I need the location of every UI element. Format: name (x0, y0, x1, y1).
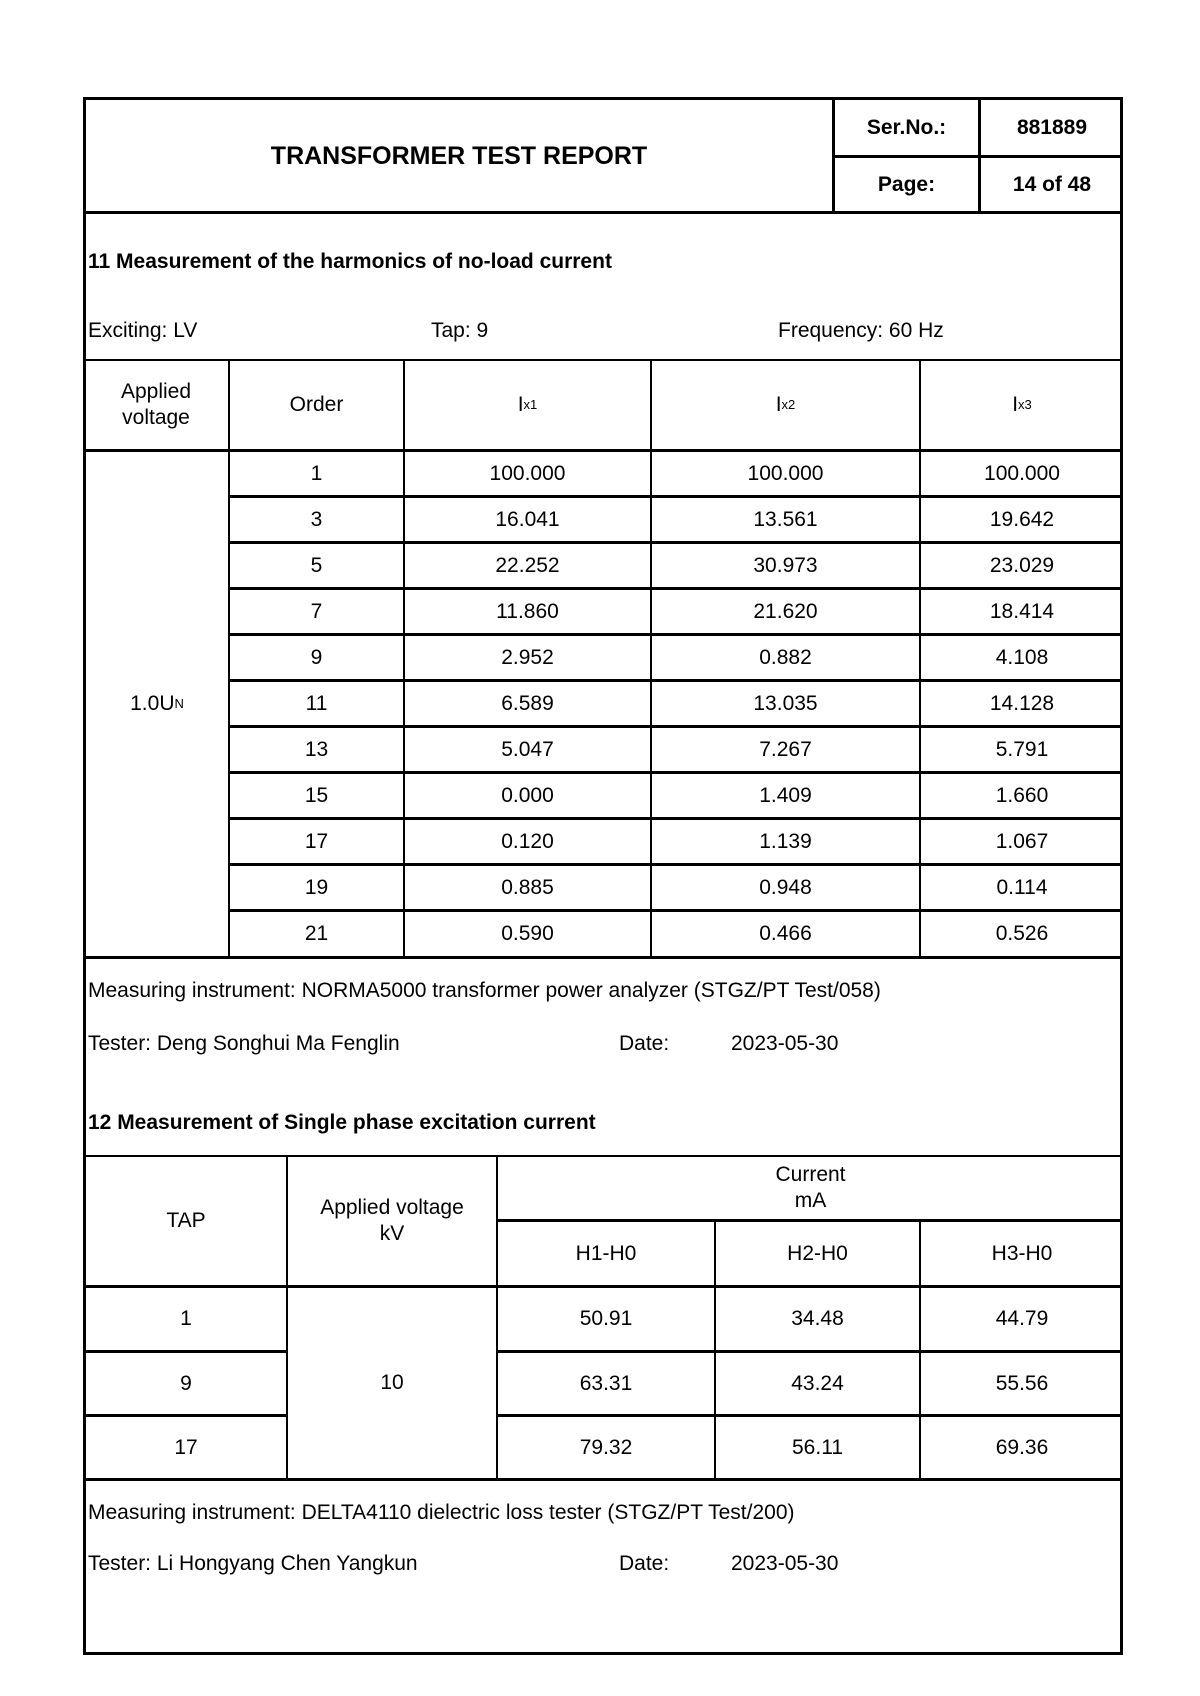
table11-cell-ix3: 5.791 (995, 737, 1049, 761)
table11-cell-ix1: 0.000 (501, 783, 554, 807)
table12-cell-h1: 79.32 (579, 1436, 633, 1459)
col-ix1: I x1 (517, 393, 538, 416)
table12-cell-h1: 50.91 (579, 1307, 633, 1330)
section12-heading: 12 Measurement of Single phase excitation current (88, 1111, 596, 1134)
table12-cell-h2: 34.48 (791, 1307, 844, 1330)
table11-cell-ix2: 30.973 (753, 553, 818, 577)
table11-cell-ix3: 1.660 (995, 783, 1049, 807)
col-applied-voltage: Applied voltage (120, 380, 192, 429)
header-bottom-line (83, 211, 1123, 214)
voltage-main: 1.0U (130, 692, 175, 715)
table11-cell-ix3: 0.526 (995, 921, 1049, 945)
table11-cell-ix3: 19.642 (989, 507, 1055, 531)
table11-cell-order: 15 (304, 783, 329, 807)
table11-cell-order: 13 (304, 737, 329, 761)
exciting-label: Exciting: LV (88, 319, 198, 342)
col-voltage-unit: kV (379, 1222, 405, 1245)
col-ix3: I x3 (1012, 393, 1032, 416)
table11-cell-order: 1 (310, 461, 323, 485)
table11-cell-ix1: 6.589 (501, 691, 554, 715)
table11-cell-ix3: 1.067 (995, 829, 1049, 853)
table11-cell-ix1: 0.120 (501, 829, 554, 853)
voltage-cell: 1.0U N (130, 692, 184, 715)
table11-cell-ix1: 22.252 (495, 553, 560, 577)
section11-instrument: Measuring instrument: NORMA5000 transformer power analyzer (STGZ/PT Test/058) (88, 979, 881, 1002)
table11-cell-ix1: 2.952 (501, 645, 554, 669)
ser-no-label: Ser.No.: (866, 115, 947, 139)
col-current (498, 1157, 1123, 1219)
col-applied-voltage-label: Applied voltage (320, 1196, 464, 1219)
section11-date-label: Date: (619, 1032, 670, 1055)
col-ix3-base: I (1012, 393, 1019, 416)
table12-cell-h3: 44.79 (995, 1307, 1049, 1330)
table11-cell-ix2: 13.035 (753, 691, 818, 715)
section11-heading: 11 Measurement of the harmonics of no-load current (88, 250, 612, 273)
table11-cell-ix3: 0.114 (996, 875, 1048, 899)
section12-instrument: Measuring instrument: DELTA4110 dielectric loss tester (STGZ/PT Test/200) (88, 1501, 795, 1524)
table11-cell-ix2: 0.948 (759, 875, 812, 899)
section11-date-value: 2023-05-30 (731, 1032, 839, 1055)
page-label: Page: (877, 172, 936, 196)
col-current-unit: mA (794, 1189, 827, 1212)
table11-cell-ix3: 14.128 (989, 691, 1055, 715)
table11-bottom-line (83, 956, 1123, 959)
table12-cell-h1: 63.31 (579, 1372, 633, 1395)
ser-no-value: 881889 (1016, 115, 1088, 139)
table11-cell-ix2: 0.466 (759, 921, 812, 945)
frequency-label: Frequency: 60 Hz (778, 319, 944, 342)
voltage-value-cell: 10 (380, 1371, 404, 1394)
table12-cell-tap: 9 (180, 1372, 192, 1395)
col-tap: TAP (166, 1209, 206, 1232)
table11-cell-ix2: 7.267 (759, 737, 812, 761)
table12-cell-h3: 69.36 (995, 1436, 1049, 1459)
table12-cell-tap: 17 (174, 1436, 198, 1459)
col-current-label: Current (775, 1163, 846, 1186)
table11-cell-order: 9 (310, 645, 323, 669)
table11-cell-order: 3 (310, 507, 323, 531)
table11-cell-ix1: 0.885 (501, 875, 554, 899)
table11-cell-ix2: 1.409 (759, 783, 812, 807)
table11-cell-order: 11 (305, 691, 328, 715)
page-value: 14 of 48 (1012, 172, 1092, 196)
table11-cell-order: 21 (304, 921, 329, 945)
col-ix1-base: I (517, 393, 524, 416)
table11-cell-ix1: 16.041 (495, 507, 560, 531)
table12-cell-h3: 55.56 (995, 1372, 1049, 1395)
table11-cell-ix2: 100.000 (747, 461, 824, 485)
table11-cell-ix2: 13.561 (753, 507, 818, 531)
col-ix2-base: I (775, 393, 782, 416)
col-h2-h0: H2-H0 (787, 1241, 848, 1265)
table11-cell-ix2: 1.139 (759, 829, 812, 853)
col-h1-h0: H1-H0 (575, 1241, 637, 1265)
section12-date-value: 2023-05-30 (731, 1552, 839, 1575)
table12-cell-h2: 43.24 (791, 1372, 844, 1395)
table11-cell-ix1: 11.860 (496, 599, 559, 623)
col-h3-h0: H3-H0 (991, 1241, 1053, 1265)
section12-date-label: Date: (619, 1552, 670, 1575)
table12-cell-h2: 56.11 (792, 1436, 843, 1459)
table11-cell-ix3: 23.029 (989, 553, 1055, 577)
tap-label: Tap: 9 (431, 319, 489, 342)
section12-tester: Tester: Li Hongyang Chen Yangkun (88, 1552, 418, 1575)
table11-cell-ix1: 5.047 (501, 737, 554, 761)
table11-cell-ix3: 100.000 (984, 461, 1060, 485)
table11-cell-order: 19 (304, 875, 329, 899)
table11-cell-ix3: 4.108 (995, 645, 1049, 669)
table11-cell-ix2: 21.620 (753, 599, 818, 623)
table11-cell-order: 7 (310, 599, 323, 623)
table11-cell-ix3: 18.414 (989, 599, 1055, 623)
table11-cell-ix2: 0.882 (759, 645, 812, 669)
table12-cell-tap: 1 (180, 1307, 192, 1330)
col-applied-voltage-kv (288, 1157, 496, 1285)
section11-tester: Tester: Deng Songhui Ma Fenglin (88, 1032, 400, 1055)
table11-cell-ix1: 0.590 (501, 921, 554, 945)
table11-cell-order: 17 (304, 829, 329, 853)
col-order: Order (289, 393, 344, 416)
report-title: TRANSFORMER TEST REPORT (270, 141, 648, 170)
table11-cell-ix1: 100.000 (489, 461, 566, 485)
col-ix2: I x2 (775, 393, 796, 416)
table11-cell-order: 5 (310, 553, 323, 577)
